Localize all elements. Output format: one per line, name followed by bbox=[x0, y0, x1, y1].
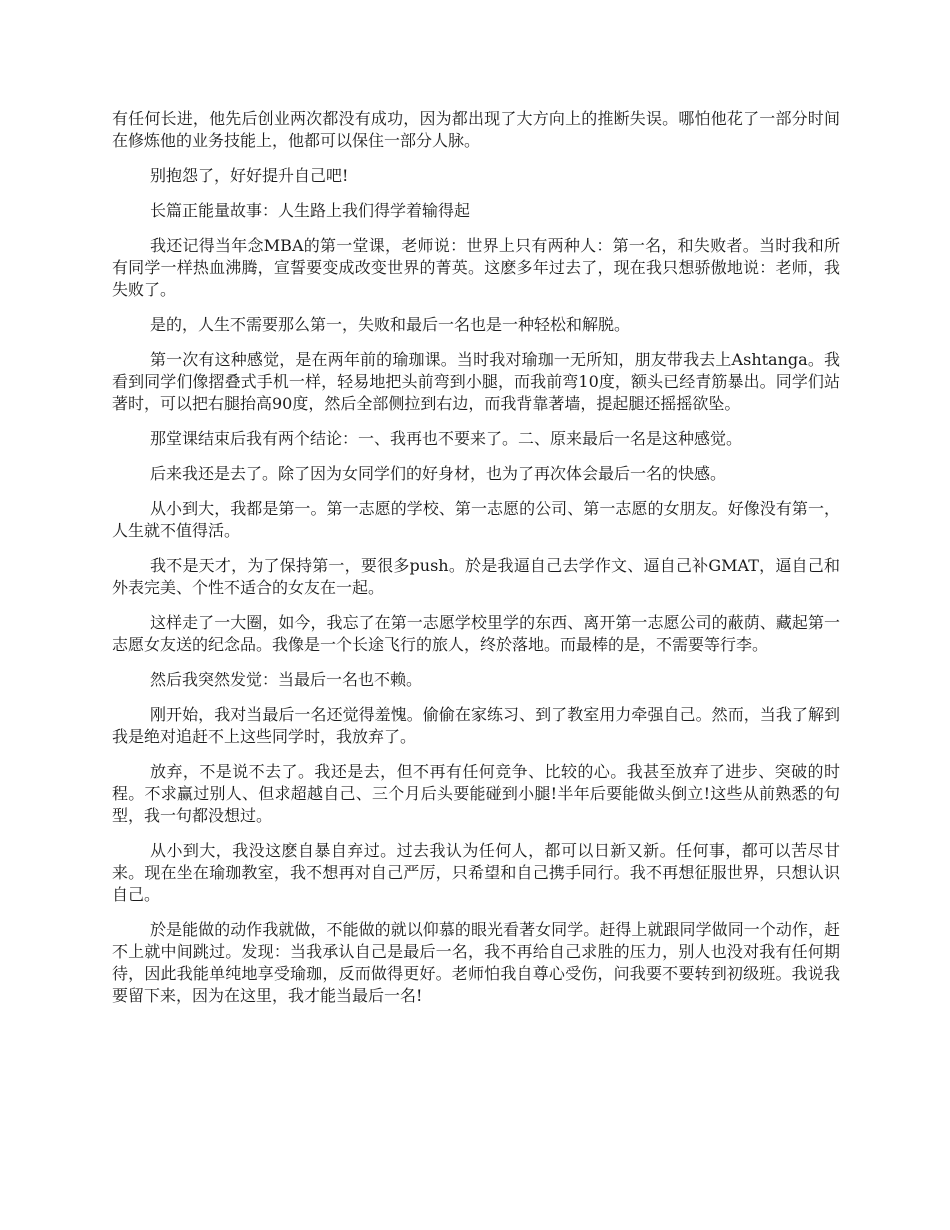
paragraph: 这样走了一大圈，如今，我忘了在第一志愿学校里学的东西、离开第一志愿公司的蔽荫、藏起第一志愿女友送的纪念品。我像是一个长途飞行的旅人，终於落地。而最棒的是，不需要等行李。 bbox=[112, 613, 840, 654]
paragraph: 从小到大，我都是第一。第一志愿的学校、第一志愿的公司、第一志愿的女朋友。好像没有第一，人生就不值得活。 bbox=[112, 499, 840, 540]
document-page bbox=[112, 108, 840, 1020]
paragraph: 有任何长进，他先后创业两次都没有成功，因为都出现了大方向上的推断失误。哪怕他花了一部分时间在修炼他的业务技能上，他都可以保住一部分人脉。 bbox=[112, 109, 840, 150]
paragraph: 别抱怨了，好好提升自己吧! bbox=[150, 166, 349, 185]
paragraph: 是的，人生不需要那么第一，失败和最后一名也是一种轻松和解脱。 bbox=[150, 315, 631, 334]
section-heading: 长篇正能量故事：人生路上我们得学着输得起 bbox=[150, 201, 471, 220]
paragraph: 后来我还是去了。除了因为女同学们的好身材，也为了再次体会最后一名的快感。 bbox=[150, 464, 727, 483]
paragraph: 放弃，不是说不去了。我还是去，但不再有任何竞争、比较的心。我甚至放弃了进步、突破的时程。不求赢过别人、但求超越自己、三个月后头要能碰到小腿!半年后要能做头倒立!这些从前熟悉的句型，我一句都没想过。 bbox=[112, 762, 840, 825]
paragraph: 那堂课结束后我有两个结论：一、我再也不要来了。二、原来最后一名是这种感觉。 bbox=[150, 429, 743, 448]
paragraph: 从小到大，我没这麽自暴自弃过。过去我认为任何人，都可以日新又新。任何事，都可以苦尽甘来。现在坐在瑜珈教室，我不想再对自己严厉，只希望和自己携手同行。我不再想征服世界，只想认识自己。 bbox=[112, 841, 840, 904]
paragraph: 於是能做的动作我就做，不能做的就以仰慕的眼光看著女同学。赶得上就跟同学做同一个动作，赶不上就中间跳过。发现：当我承认自己是最后一名，我不再给自己求胜的压力，别人也没对我有任何期待，因此我能单纯地享受瑜珈，反而做得更好。老师怕我自尊心受伤，问我要不要转到初级班。我说我要留下来，因为在这里，我才能当最后一名! bbox=[112, 920, 840, 1005]
paragraph: 我还记得当年念MBA的第一堂课，老师说：世界上只有两种人：第一名，和失败者。当时我和所有同学一样热血沸腾，宣誓要变成改变世界的菁英。这麽多年过去了，现在我只想骄傲地说：老师，我失败了。 bbox=[112, 236, 840, 299]
paragraph: 然后我突然发觉：当最后一名也不赖。 bbox=[150, 670, 423, 689]
paragraph: 我不是天才，为了保持第一，要很多push。於是我逼自己去学作文、逼自己补GMAT，逼自己和外表完美、个性不适合的女友在一起。 bbox=[112, 556, 840, 597]
paragraph: 第一次有这种感觉，是在两年前的瑜珈课。当时我对瑜珈一无所知，朋友带我去上Ashtanga。我看到同学们像摺叠式手机一样，轻易地把头前弯到小腿，而我前弯10度，额头已经青筋暴出。同学们站著时，可以把右腿抬高90度，然后全部侧拉到右边，而我背靠著墙，提起腿还摇摇欲坠。 bbox=[112, 350, 840, 413]
paragraph: 刚开始，我对当最后一名还觉得羞愧。偷偷在家练习、到了教室用力牵强自己。然而，当我了解到我是绝对追赶不上这些同学时，我放弃了。 bbox=[112, 705, 840, 746]
